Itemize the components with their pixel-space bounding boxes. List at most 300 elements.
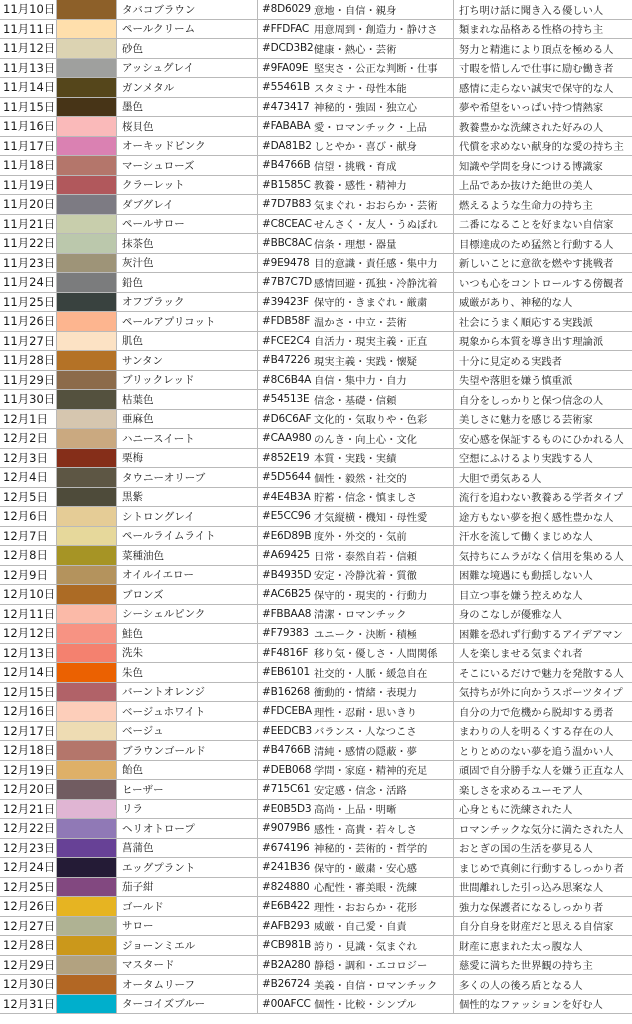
color-name-cell: 灰汁色	[117, 254, 258, 273]
date-cell: 12月24日	[0, 858, 57, 877]
date-cell: 12月26日	[0, 897, 57, 916]
hex-code-cell: #7B7C7D	[262, 276, 313, 289]
color-name-cell: 鮭色	[117, 624, 258, 643]
hex-code-cell: #FBBAA8	[262, 607, 312, 620]
hex-code-cell: #B4766B	[262, 744, 311, 757]
keywords-cell: 個性・比較・シンプル	[313, 995, 454, 1014]
hex-code-cell: #715C61	[262, 783, 311, 796]
date-cell: 12月2日	[0, 429, 57, 448]
hex-code-cell: #F79383	[262, 627, 309, 640]
color-swatch	[57, 312, 117, 331]
color-name-cell: 鉛色	[117, 273, 258, 292]
table-row	[0, 566, 632, 586]
color-name-cell: 茄子紺	[117, 878, 258, 897]
date-cell: 12月5日	[0, 488, 57, 507]
date-cell: 12月25日	[0, 878, 57, 897]
color-swatch	[57, 234, 117, 253]
date-cell: 12月18日	[0, 741, 57, 760]
hex-code-cell: #241B36	[262, 861, 311, 874]
description-cell: 新しいことに意欲を燃やす挑戦者	[459, 258, 614, 271]
date-cell: 12月31日	[0, 995, 57, 1014]
hex-code-cell: #5D5644	[262, 471, 311, 484]
color-swatch	[57, 390, 117, 409]
color-name-cell: ガンメタル	[117, 78, 258, 97]
color-swatch	[57, 956, 117, 975]
date-cell: 11月15日	[0, 98, 57, 117]
description-cell: 流行を追わない教養ある学者タイプ	[459, 492, 624, 505]
color-name-cell: 菜種油色	[117, 546, 258, 565]
date-cell: 11月28日	[0, 351, 57, 370]
keywords-cell: 自活力・現実主義・正直	[313, 332, 454, 351]
hex-code-cell: #CAA980	[262, 432, 312, 445]
color-swatch	[57, 273, 117, 292]
table-row	[0, 429, 632, 449]
table-row	[0, 312, 632, 332]
keywords-cell: 学問・家庭・精神的充足	[313, 761, 454, 780]
color-swatch	[57, 39, 117, 58]
date-cell: 11月11日	[0, 20, 57, 39]
description-cell: 目立つ事を嫌う控えめな人	[459, 589, 583, 602]
color-swatch	[57, 683, 117, 702]
color-name-cell: サンタン	[117, 351, 258, 370]
description-cell: 楽しさを求めるユーモア人	[459, 784, 583, 797]
keywords-cell: 意地・自信・親身	[313, 0, 454, 19]
color-name-cell: マーシュローズ	[117, 156, 258, 175]
color-swatch	[57, 566, 117, 585]
color-name-cell: ゴールド	[117, 897, 258, 916]
description-cell: 困難な境遇にも動揺しない人	[459, 570, 593, 583]
keywords-cell: 温かさ・中立・芸術	[313, 312, 454, 331]
hex-code-cell: #852E19	[262, 451, 310, 464]
keywords-cell: せんさく・友人・うぬぼれ	[313, 215, 454, 234]
color-swatch	[57, 722, 117, 741]
keywords-cell: 貯蓄・信念・慎ましさ	[313, 488, 454, 507]
color-swatch	[57, 624, 117, 643]
color-swatch	[57, 351, 117, 370]
description-cell: まわりの人を明るくする存在の人	[459, 726, 614, 739]
color-name-cell: オイルイエロー	[117, 566, 258, 585]
date-cell: 12月23日	[0, 839, 57, 858]
color-name-cell: ダブグレイ	[117, 195, 258, 214]
date-cell: 12月13日	[0, 644, 57, 663]
color-swatch	[57, 195, 117, 214]
hex-code-cell: #E6B422	[262, 900, 310, 913]
color-name-cell: ヘリオトロープ	[117, 819, 258, 838]
date-cell: 12月11日	[0, 605, 57, 624]
hex-code-cell: #DEB068	[262, 763, 312, 776]
color-swatch	[57, 644, 117, 663]
color-name-cell: アッシュグレイ	[117, 59, 258, 78]
description-cell: 財産に恵まれた太っ腹な人	[459, 940, 583, 953]
color-name-cell: ベージュホワイト	[117, 702, 258, 721]
description-cell: 教養豊かな洗練された好みの人	[459, 121, 604, 134]
table-row	[0, 39, 632, 59]
color-swatch	[57, 605, 117, 624]
color-swatch	[57, 429, 117, 448]
color-swatch	[57, 858, 117, 877]
color-swatch	[57, 761, 117, 780]
date-cell: 12月29日	[0, 956, 57, 975]
keywords-cell: 気まぐれ・おおらか・芸術	[313, 195, 454, 214]
table-row	[0, 195, 632, 215]
date-cell: 11月26日	[0, 312, 57, 331]
color-swatch	[57, 371, 117, 390]
hex-code-cell: #FABABA	[262, 120, 311, 133]
description-cell: 困難を恐れず行動するアイデアマン	[459, 628, 623, 641]
keywords-cell: 自信・集中力・自力	[313, 371, 454, 390]
color-swatch	[57, 917, 117, 936]
keywords-cell: のんき・向上心・文化	[313, 429, 454, 448]
date-cell: 12月22日	[0, 819, 57, 838]
color-name-cell: ペールサロー	[117, 215, 258, 234]
table-row	[0, 390, 632, 410]
color-name-cell: 亜麻色	[117, 410, 258, 429]
color-swatch	[57, 995, 117, 1014]
date-cell: 12月28日	[0, 936, 57, 955]
color-swatch	[57, 254, 117, 273]
table-row	[0, 702, 632, 722]
table-row	[0, 371, 632, 391]
color-swatch	[57, 98, 117, 117]
keywords-cell: 信条・理想・器量	[313, 234, 454, 253]
keywords-cell: 健康・熱心・芸術	[313, 39, 454, 58]
hex-code-cell: #B47226	[262, 354, 311, 367]
table-row	[0, 98, 632, 118]
keywords-cell: スタミナ・母性本能	[313, 78, 454, 97]
hex-code-cell: #EB6101	[262, 666, 310, 679]
color-swatch	[57, 117, 117, 136]
color-name-cell: ベージュ	[117, 722, 258, 741]
keywords-cell: 理性・忍耐・思いきり	[313, 702, 454, 721]
date-cell: 12月16日	[0, 702, 57, 721]
color-name-cell: マスタード	[117, 956, 258, 975]
date-cell: 11月30日	[0, 390, 57, 409]
description-cell: 頑固で自分勝手な人を嫌う正直な人	[459, 765, 624, 778]
keywords-cell: 才気縦横・機知・母性愛	[313, 507, 454, 526]
description-cell: 汗水を流して働くまじめな人	[459, 531, 593, 544]
color-name-cell: 洗朱	[117, 644, 258, 663]
table-row	[0, 273, 632, 293]
color-name-cell: ペールアプリコット	[117, 312, 258, 331]
date-cell: 11月19日	[0, 176, 57, 195]
color-name-cell: 墨色	[117, 98, 258, 117]
keywords-cell: 日常・泰然自若・信頼	[313, 546, 454, 565]
color-name-cell: 黒紫	[117, 488, 258, 507]
color-name-cell: シーシェルピンク	[117, 605, 258, 624]
date-cell: 11月22日	[0, 234, 57, 253]
date-cell: 11月12日	[0, 39, 57, 58]
keywords-cell: 現実主義・実践・懐疑	[313, 351, 454, 370]
description-cell: 目標達成のため猛然と行動する人	[459, 238, 614, 251]
keywords-cell: 保守的・現実的・行動力	[313, 585, 454, 604]
hex-code-cell: #AC6B25	[262, 588, 311, 601]
color-swatch	[57, 741, 117, 760]
date-cell: 11月29日	[0, 371, 57, 390]
date-cell: 12月10日	[0, 585, 57, 604]
hex-code-cell: #00AFCC	[262, 997, 311, 1010]
table-row	[0, 117, 632, 137]
keywords-cell: 保守的・きまぐれ・厳粛	[313, 293, 454, 312]
hex-code-cell: #F4816F	[262, 646, 309, 659]
color-swatch	[57, 975, 117, 994]
keywords-cell: 感情回避・孤独・冷静沈着	[313, 273, 454, 292]
table-row	[0, 0, 632, 20]
description-cell: 身のこなしが優雅な人	[459, 609, 562, 622]
description-cell: 上品であか抜けた絶世の美人	[459, 180, 593, 193]
hex-code-cell: #FCE2C4	[262, 334, 311, 347]
color-swatch	[57, 878, 117, 897]
keywords-cell: 衝動的・情緒・表現力	[313, 683, 454, 702]
color-name-cell: オーキッドピンク	[117, 137, 258, 156]
color-name-cell: 枯葉色	[117, 390, 258, 409]
hex-code-cell: #B2A280	[262, 958, 311, 971]
hex-code-cell: #674196	[262, 841, 310, 854]
color-swatch	[57, 702, 117, 721]
table-row	[0, 351, 632, 371]
description-cell: 自分の力で危機から脱却する勇者	[459, 706, 614, 719]
color-swatch	[57, 585, 117, 604]
keywords-cell: 安定・冷静沈着・質徹	[313, 566, 454, 585]
color-swatch	[57, 936, 117, 955]
keywords-cell: 理性・おおらか・花形	[313, 897, 454, 916]
table-row	[0, 663, 632, 683]
table-row	[0, 644, 632, 664]
description-cell: 気持ちにムラがなく信用を集める人	[459, 550, 624, 563]
color-swatch	[57, 59, 117, 78]
color-swatch	[57, 663, 117, 682]
date-cell: 11月21日	[0, 215, 57, 234]
keywords-cell: 愛・ロマンチック・上品	[313, 117, 454, 136]
date-cell: 12月12日	[0, 624, 57, 643]
date-cell: 12月4日	[0, 468, 57, 487]
color-name-cell: 朱色	[117, 663, 258, 682]
hex-code-cell: #B26724	[262, 978, 311, 991]
color-name-cell: 桜貝色	[117, 117, 258, 136]
keywords-cell: 清純・感情の隠蔽・夢	[313, 741, 454, 760]
date-cell: 12月30日	[0, 975, 57, 994]
date-cell: 11月14日	[0, 78, 57, 97]
table-row	[0, 234, 632, 254]
color-swatch	[57, 546, 117, 565]
date-cell: 11月13日	[0, 59, 57, 78]
table-row	[0, 332, 632, 352]
color-name-cell: 砂色	[117, 39, 258, 58]
date-cell: 12月17日	[0, 722, 57, 741]
date-cell: 12月21日	[0, 800, 57, 819]
description-cell: 気持ちが外に向かうスポーツタイプ	[459, 687, 623, 700]
keywords-cell: 神秘的・芸術的・哲学的	[313, 839, 454, 858]
color-name-cell: 栗梅	[117, 449, 258, 468]
description-cell: 空想にふけるより実践する人	[459, 453, 593, 466]
hex-code-cell: #B1585C	[262, 178, 311, 191]
hex-code-cell: #DCD3B2	[262, 42, 313, 55]
color-swatch	[57, 488, 117, 507]
hex-code-cell: #FDB58F	[262, 315, 311, 328]
hex-code-cell: #CB981B	[262, 939, 312, 952]
color-swatch	[57, 897, 117, 916]
hex-code-cell: #DA81B2	[262, 139, 312, 152]
table-row	[0, 800, 632, 820]
table-row	[0, 605, 632, 625]
description-cell: 多くの人の後ろ盾となる人	[459, 979, 583, 992]
color-swatch	[57, 332, 117, 351]
color-name-cell: サロー	[117, 917, 258, 936]
table-row	[0, 254, 632, 274]
color-swatch	[57, 527, 117, 546]
keywords-cell: 威厳・自己愛・自責	[313, 917, 454, 936]
date-cell: 12月1日	[0, 410, 57, 429]
description-cell: 個性的なファッションを好む人	[459, 999, 603, 1012]
table-row	[0, 995, 632, 1015]
table-row	[0, 683, 632, 703]
hex-code-cell: #B16268	[262, 685, 311, 698]
description-cell: 自分自身を財産だと思える自信家	[459, 921, 614, 934]
color-name-cell: タウニーオリーブ	[117, 468, 258, 487]
table-row	[0, 293, 632, 313]
description-cell: 燃えるような生命力の持ち主	[459, 199, 593, 212]
date-cell: 11月20日	[0, 195, 57, 214]
keywords-cell: 美義・自信・ロマンチック	[313, 975, 454, 994]
table-row	[0, 858, 632, 878]
hex-code-cell: #8C6B4A	[262, 373, 312, 386]
table-row	[0, 585, 632, 605]
hex-code-cell: #E5CC96	[262, 510, 311, 523]
table-row	[0, 449, 632, 469]
date-cell: 11月25日	[0, 293, 57, 312]
table-row	[0, 215, 632, 235]
color-swatch	[57, 800, 117, 819]
table-row	[0, 59, 632, 79]
color-swatch	[57, 137, 117, 156]
table-row	[0, 975, 632, 995]
table-row	[0, 780, 632, 800]
color-name-cell: ジョーンミエル	[117, 936, 258, 955]
description-cell: とりとめのない夢を追う温かい人	[459, 745, 614, 758]
color-name-cell: 肌色	[117, 332, 258, 351]
hex-code-cell: #A69425	[262, 549, 310, 562]
date-cell: 11月10日	[0, 0, 57, 19]
date-cell: 12月6日	[0, 507, 57, 526]
description-cell: 寸暇を惜しんで仕事に励む働き者	[459, 63, 614, 76]
keywords-cell: バランス・人なつこさ	[313, 722, 454, 741]
hex-code-cell: #B4766B	[262, 159, 311, 172]
hex-code-cell: #9E9478	[262, 256, 310, 269]
description-cell: 世間離れした引っ込み思案な人	[459, 882, 604, 895]
color-swatch	[57, 78, 117, 97]
color-name-cell: ブラウンゴールド	[117, 741, 258, 760]
keywords-cell: 本質・実践・実績	[313, 449, 454, 468]
keywords-cell: 安定感・信念・活路	[313, 780, 454, 799]
keywords-cell: 文化的・気取りや・色彩	[313, 410, 454, 429]
description-cell: 社会にうまく順応する実践派	[459, 316, 593, 329]
color-name-cell: ペールライムライト	[117, 527, 258, 546]
table-row	[0, 137, 632, 157]
hex-code-cell: #EEDCB3	[262, 724, 312, 737]
keywords-cell: 度外・外交的・気前	[313, 527, 454, 546]
color-name-cell: ブリックレッド	[117, 371, 258, 390]
hex-code-cell: #4E4B3A	[262, 490, 311, 503]
color-name-cell: ブロンズ	[117, 585, 258, 604]
hex-code-cell: #FDCEBA	[262, 705, 312, 718]
description-cell: まじめで真剣に行動するしっかり者	[459, 862, 624, 875]
table-row	[0, 624, 632, 644]
date-cell: 11月24日	[0, 273, 57, 292]
color-name-cell: バーントオレンジ	[117, 683, 258, 702]
hex-code-cell: #B4935D	[262, 568, 312, 581]
date-cell: 12月8日	[0, 546, 57, 565]
description-cell: 威厳があり、神秘的な人	[459, 297, 573, 310]
color-swatch	[57, 780, 117, 799]
description-cell: 人を楽しませる気まぐれ者	[459, 648, 583, 661]
table-row	[0, 488, 632, 508]
table-row	[0, 546, 632, 566]
table-row	[0, 156, 632, 176]
color-name-cell: エッグプラント	[117, 858, 258, 877]
keywords-cell: 静穏・調和・エコロジー	[313, 956, 454, 975]
description-cell: 慈愛に満ちた世界観の持ち主	[459, 960, 593, 973]
description-cell: おとぎの国の生活を夢見る人	[459, 843, 593, 856]
hex-code-cell: #55461B	[262, 81, 311, 94]
color-swatch	[57, 20, 117, 39]
color-name-cell: ペールクリーム	[117, 20, 258, 39]
table-row	[0, 956, 632, 976]
description-cell: 自分をしっかりと保つ信念の人	[459, 394, 604, 407]
table-row	[0, 878, 632, 898]
hex-code-cell: #9FA09E	[262, 61, 309, 74]
keywords-cell: しとやか・喜び・献身	[313, 137, 454, 156]
keywords-cell: 清潔・ロマンチック	[313, 605, 454, 624]
keywords-cell: 社交的・人脈・緩急自在	[313, 663, 454, 682]
table-row	[0, 839, 632, 859]
color-swatch	[57, 410, 117, 429]
description-cell: いつも心をコントロールする傍観者	[459, 277, 624, 290]
color-name-cell: シトロングレイ	[117, 507, 258, 526]
hex-code-cell: #54513E	[262, 393, 310, 406]
date-cell: 11月23日	[0, 254, 57, 273]
description-cell: 大胆で勇気ある人	[459, 472, 542, 485]
description-cell: ロマンチックな気分に満たされた人	[459, 823, 624, 836]
hex-code-cell: #AFB293	[262, 919, 310, 932]
description-cell: 二番になることを好まない自信家	[459, 219, 614, 232]
color-swatch	[57, 507, 117, 526]
description-cell: 類まれな品格ある性格の持ち主	[459, 24, 604, 37]
hex-code-cell: #473417	[262, 100, 310, 113]
keywords-cell: 信念・基礎・信頼	[313, 390, 454, 409]
date-cell: 12月7日	[0, 527, 57, 546]
description-cell: 安心感を保証するものにひかれる人	[459, 433, 624, 446]
description-cell: 失望や落胆を嫌う慎重派	[459, 375, 573, 388]
date-cell: 11月27日	[0, 332, 57, 351]
hex-code-cell: #E0B5D3	[262, 802, 312, 815]
date-cell: 12月19日	[0, 761, 57, 780]
description-cell: 知識や学問を身につける博識家	[459, 160, 603, 173]
table-row	[0, 78, 632, 98]
color-name-cell: 菖蒲色	[117, 839, 258, 858]
date-cell: 11月18日	[0, 156, 57, 175]
description-cell: 途方もない夢を抱く感性豊かな人	[459, 511, 614, 524]
keywords-cell: ユニーク・決断・積極	[313, 624, 454, 643]
date-cell: 12月20日	[0, 780, 57, 799]
description-cell: 心身ともに洗練された人	[459, 804, 573, 817]
table-row	[0, 527, 632, 547]
keywords-cell: 神秘的・強固・独立心	[313, 98, 454, 117]
keywords-cell: 心配性・審美眼・洗練	[313, 878, 454, 897]
date-cell: 12月9日	[0, 566, 57, 585]
color-name-cell: 飴色	[117, 761, 258, 780]
keywords-cell: 堅実さ・公正な判断・仕事	[313, 59, 454, 78]
table-row	[0, 761, 632, 781]
date-cell: 12月14日	[0, 663, 57, 682]
